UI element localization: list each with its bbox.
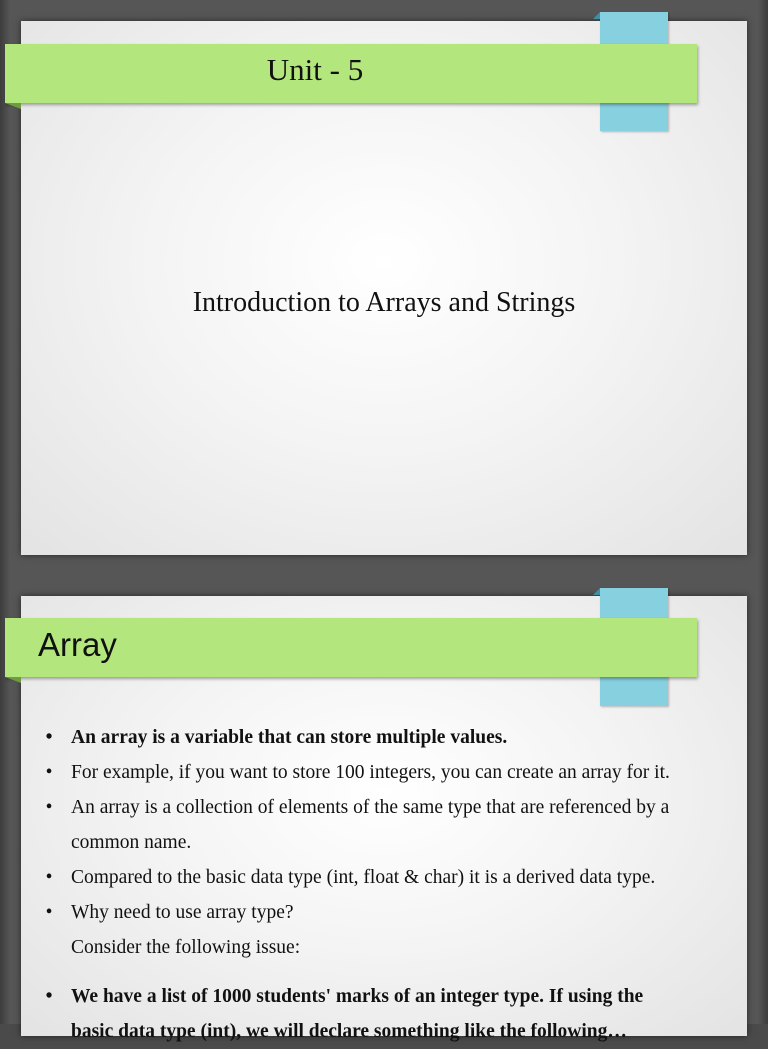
title-banner bbox=[5, 44, 697, 103]
slide-1[interactable] bbox=[21, 21, 747, 555]
bullet-icon: • bbox=[45, 762, 53, 783]
bullet-icon: • bbox=[45, 727, 53, 748]
list-item: • We have a list of 1000 students' marks of an integer type. If using the bbox=[43, 979, 733, 1014]
bullet-list bbox=[43, 720, 733, 1049]
list-item: • Compared to the basic data type (int, float & char) it is a derived data type. bbox=[43, 860, 733, 895]
bullet-icon: • bbox=[45, 797, 53, 818]
list-item-continuation: common name. bbox=[71, 832, 192, 853]
list-item: • An array is a variable that can store multiple values. bbox=[43, 720, 733, 755]
list-item: • Why need to use array type? bbox=[43, 895, 733, 930]
slide-title: Unit - 5 bbox=[266, 52, 364, 87]
list-item-continuation: Consider the following issue: bbox=[71, 937, 301, 958]
slide-subtitle: Introduction to Arrays and Strings bbox=[192, 287, 576, 318]
list-item: • An array is a collection of elements of the same type that are referenced by a bbox=[43, 790, 733, 825]
title-banner bbox=[5, 618, 697, 677]
bullet-icon: • bbox=[45, 867, 53, 888]
bullet-icon: • bbox=[45, 902, 53, 923]
list-item-continuation: basic data type (int), we will declare something like the following… bbox=[71, 1021, 627, 1042]
slide-2[interactable] bbox=[21, 596, 747, 1042]
list-item: • For example, if you want to store 100 integers, you can create an array for it. bbox=[43, 755, 733, 790]
slide-title: Array bbox=[38, 626, 117, 663]
bullet-icon: • bbox=[45, 986, 53, 1007]
